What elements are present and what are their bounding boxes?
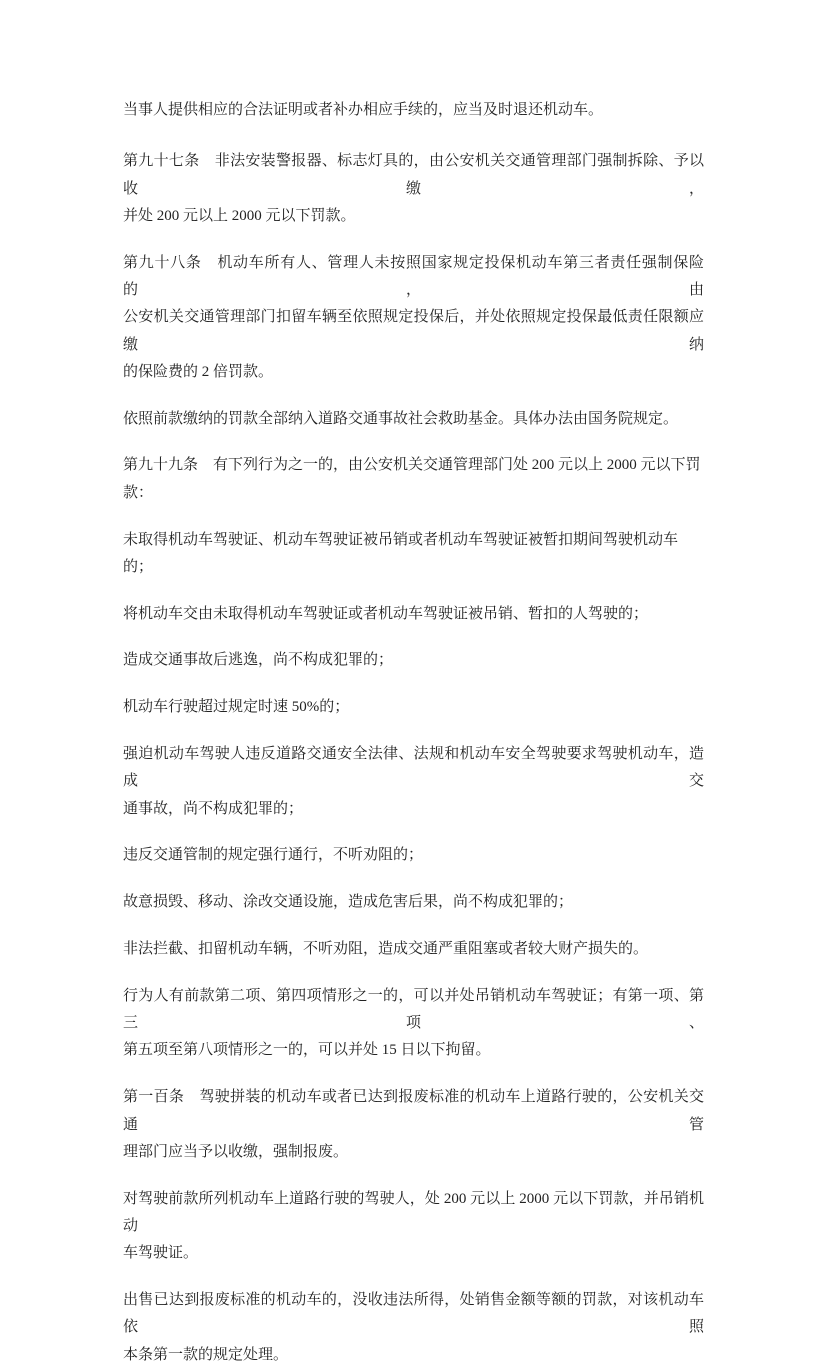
- text-line: 违反交通管制的规定强行通行，不听劝阻的；: [123, 847, 424, 864]
- text-line: 行为人有前款第二项、第四项情形之一的，可以并处吊销机动车驾驶证；有第一项、第三项、: [123, 987, 704, 1032]
- text-line: 故意损毁、移动、涂改交通设施，造成危害后果，尚不构成犯罪的；: [123, 894, 574, 911]
- text-line: 公安机关交通管理部门扣留车辆至依照规定投保后，并处依照规定投保最低责任限额应缴纳: [123, 309, 704, 353]
- text-line: 当事人提供相应的合法证明或者补办相应手续的，应当及时退还机动车。: [123, 102, 604, 118]
- paragraph: [123, 983, 704, 1065]
- text-line: 第九十九条 有下列行为之一的，由公安机关交通管理部门处 200 元以上 2000 元以下罚款：: [123, 457, 701, 501]
- paragraph: [123, 1287, 704, 1369]
- text-line: 第九十八条 机动车所有人、管理人未按照国家规定投保机动车第三者责任强制保险的，由: [123, 254, 704, 298]
- paragraph: [123, 741, 704, 823]
- paragraph: [123, 1084, 704, 1166]
- text-line: 依照前款缴纳的罚款全部纳入道路交通事故社会救助基金。具体办法由国务院规定。: [123, 410, 679, 427]
- text-line: 强迫机动车驾驶人违反道路交通安全法律、法规和机动车安全驾驶要求驾驶机动车，造成交: [123, 746, 704, 790]
- text-line: 车驾驶证。: [123, 1245, 199, 1262]
- paragraph: [123, 647, 704, 674]
- text-line: 第九十七条 非法安装警报器、标志灯具的，由公安机关交通管理部门强制拆除、予以收缴，: [123, 153, 704, 197]
- text-line: 的保险费的 2 倍罚款。: [123, 363, 274, 380]
- text-line: 对驾驶前款所列机动车上道路行驶的驾驶人，处 200 元以上 2000 元以下罚款，并吊销机动: [123, 1190, 704, 1234]
- paragraph: [123, 406, 704, 433]
- paragraph: [123, 1186, 704, 1268]
- document-body: [123, 97, 704, 1369]
- paragraph: [123, 936, 704, 963]
- text-line: 非法拦截、扣留机动车辆，不听劝阻，造成交通严重阻塞或者较大财产损失的。: [123, 941, 649, 958]
- text-line: 第一百条 驾驶拼装的机动车或者已达到报废标准的机动车上道路行驶的，公安机关交通管: [123, 1089, 704, 1133]
- text-line: 将机动车交由未取得机动车驾驶证或者机动车驾驶证被吊销、暂扣的人驾驶的；: [123, 605, 649, 622]
- text-line: 第五项至第八项情形之一的，可以并处 15 日以下拘留。: [123, 1042, 491, 1059]
- paragraph: [123, 842, 704, 869]
- text-line: 出售已达到报废标准的机动车的，没收违法所得，处销售金额等额的罚款，对该机动车依照: [123, 1292, 704, 1336]
- text-line: 通事故，尚不构成犯罪的；: [123, 800, 304, 817]
- paragraph: [123, 889, 704, 916]
- paragraph: [123, 250, 704, 386]
- paragraph: [123, 97, 704, 124]
- text-line: 本条第一款的规定处理。: [123, 1346, 289, 1363]
- text-line: 并处 200 元以上 2000 元以下罚款。: [123, 207, 356, 224]
- paragraph: [123, 148, 704, 230]
- paragraph: [123, 694, 704, 721]
- paragraph: [123, 527, 704, 582]
- text-line: 机动车行驶超过规定时速 50%的；: [123, 699, 350, 716]
- paragraph: [123, 452, 704, 507]
- text-line: 造成交通事故后逃逸，尚不构成犯罪的；: [123, 652, 394, 669]
- text-line: 未取得机动车驾驶证、机动车驾驶证被吊销或者机动车驾驶证被暂扣期间驾驶机动车的；: [123, 531, 679, 575]
- text-line: 理部门应当予以收缴，强制报废。: [123, 1143, 349, 1160]
- paragraph: [123, 601, 704, 628]
